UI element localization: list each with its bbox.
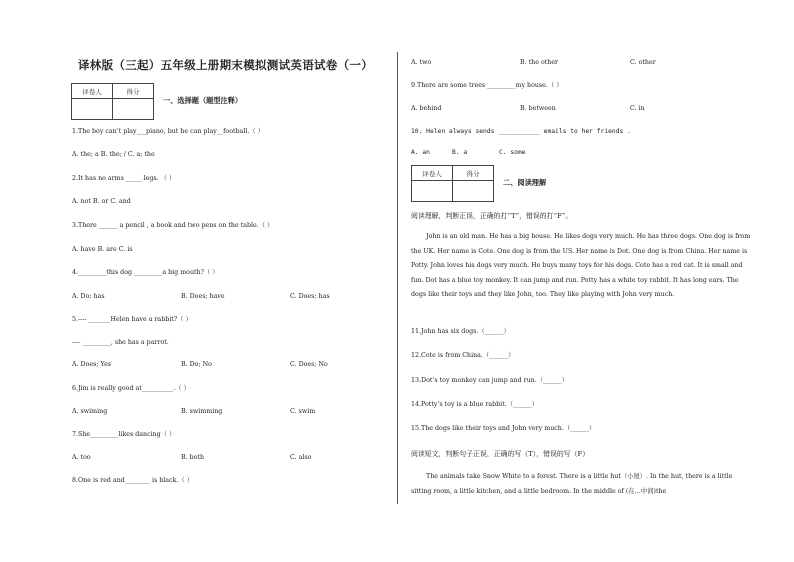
question-9-option-a: A. behind (411, 105, 442, 112)
score-cell (113, 99, 154, 120)
question-6-option-a: A. swiming (72, 408, 108, 415)
question-4-option-c: C. Does; has (290, 293, 330, 300)
question-9-option-c: C. in (630, 105, 645, 112)
question-2: 2.It has no arms _____ legs. （ ） (72, 175, 176, 182)
question-8-option-c: C. other (630, 59, 656, 66)
question-7-option-b: B. both (181, 454, 205, 461)
score-label: 得分 (113, 84, 154, 99)
question-9: 9.There are some trees _________my house.（ ） (411, 82, 563, 89)
question-8-option-b: B. the other (520, 59, 559, 66)
section-heading-choice: 一、选择题（题型注释） (163, 96, 243, 105)
grader-cell-2 (412, 181, 453, 202)
question-5-option-c: C. Does; No (290, 361, 328, 368)
question-8-option-a: A. two (411, 59, 432, 66)
question-1-options: A. the; a B. the; / C. a; the (72, 151, 155, 158)
question-4-option-b: B. Does; have (181, 293, 225, 300)
grader-cell (72, 99, 113, 120)
statement-11: 11.John has six dogs.（______） (411, 328, 510, 335)
question-9-option-b: B. between (520, 105, 556, 112)
question-6: 6.Jim is really good at__________.（ ） (72, 385, 190, 392)
reading-instruction-2: 阅读短文，判断句子正误，正确的写（T），错误的写（F） (411, 450, 590, 458)
question-5: 5.---- _______Helen have a rabbit?（ ） (72, 316, 192, 323)
grader-label: 评卷人 (72, 84, 113, 99)
statement-13: 13.Dot’s toy monkey can jump and run.（______） (411, 377, 569, 384)
question-6-option-c: C. swim (290, 408, 316, 415)
question-5-line-2: ---- _________, she has a parrot. (72, 339, 169, 346)
question-4-option-a: A. Do; has (72, 293, 105, 300)
question-10: 10. Helen always sends ___________ emails to her friends . (411, 128, 631, 135)
question-7: 7.She_________likes dancing（ ） (72, 431, 176, 438)
question-7-option-c: C. also (290, 454, 312, 461)
question-4: 4._________this dog _________a big mouth?（ ） (72, 269, 219, 276)
question-7-option-a: A. too (72, 454, 91, 461)
reading-passage-2: The animals take Snow White to a forest. There is a little hut（小屋）. In the hut, there is a little sitting room, a little kitchen, and a little bedroom. In the middle of (在…中间)the (411, 473, 733, 495)
question-8: 8.One is red and________ is black.（ ） (72, 477, 193, 484)
question-6-option-b: B. swimming (181, 408, 223, 415)
question-10-option-b: B. a (452, 149, 468, 156)
column-divider (397, 52, 398, 504)
question-3-options: A. have B. are C. is (72, 246, 133, 253)
question-10-option-c: C. some (499, 149, 526, 156)
question-3: 3.There ______ a pencil , a book and two pens on the table.（ ） (72, 222, 274, 229)
question-5-option-b: B. Do; No (181, 361, 212, 368)
statement-12: 12.Cote is from China.（______） (411, 352, 515, 359)
question-1: 1.The boy can’t play___piano, but he can play__football.（ ） (72, 128, 264, 135)
grader-label-2: 评卷人 (412, 166, 453, 181)
reading-instruction-1: 阅读理解，判断正误，正确的打“T”，错误的打“F”。 (411, 212, 573, 220)
score-table (71, 83, 154, 120)
section-heading-reading: 二、阅读理解 (503, 178, 547, 187)
score-cell-2 (453, 181, 494, 202)
score-label-2: 得分 (453, 166, 494, 181)
question-2-options: A. not B. or C. and (72, 198, 131, 205)
statement-15: 15.The dogs like their toys and John very much.（______） (411, 425, 596, 432)
page-title: 译林版（三起）五年级上册期末模拟测试英语试卷（一） (78, 58, 373, 72)
question-10-option-a: A. an (411, 149, 430, 156)
statement-14: 14.Potty’s toy is a blue rabbit.（______） (411, 401, 539, 408)
score-table-2 (411, 165, 494, 202)
reading-passage-1: John is an old man. He has a big house. He likes dogs very much. He has three dogs. One dog is from the UK. Her name is Cote. One dog is from the US. Her name is Dot. One dog is from China. Her name is Potty. John loves his dogs very much. He buys many toys for his dogs. Cote has a red cat. It is small and fun. Dot has a blue toy monkey. It can jump and run. Potty has a white toy rabbit. It has long ears. The dogs like their toys and they like John, too. They like playing with John very much. (411, 233, 751, 298)
question-5-option-a: A. Does; Yes (72, 361, 112, 368)
